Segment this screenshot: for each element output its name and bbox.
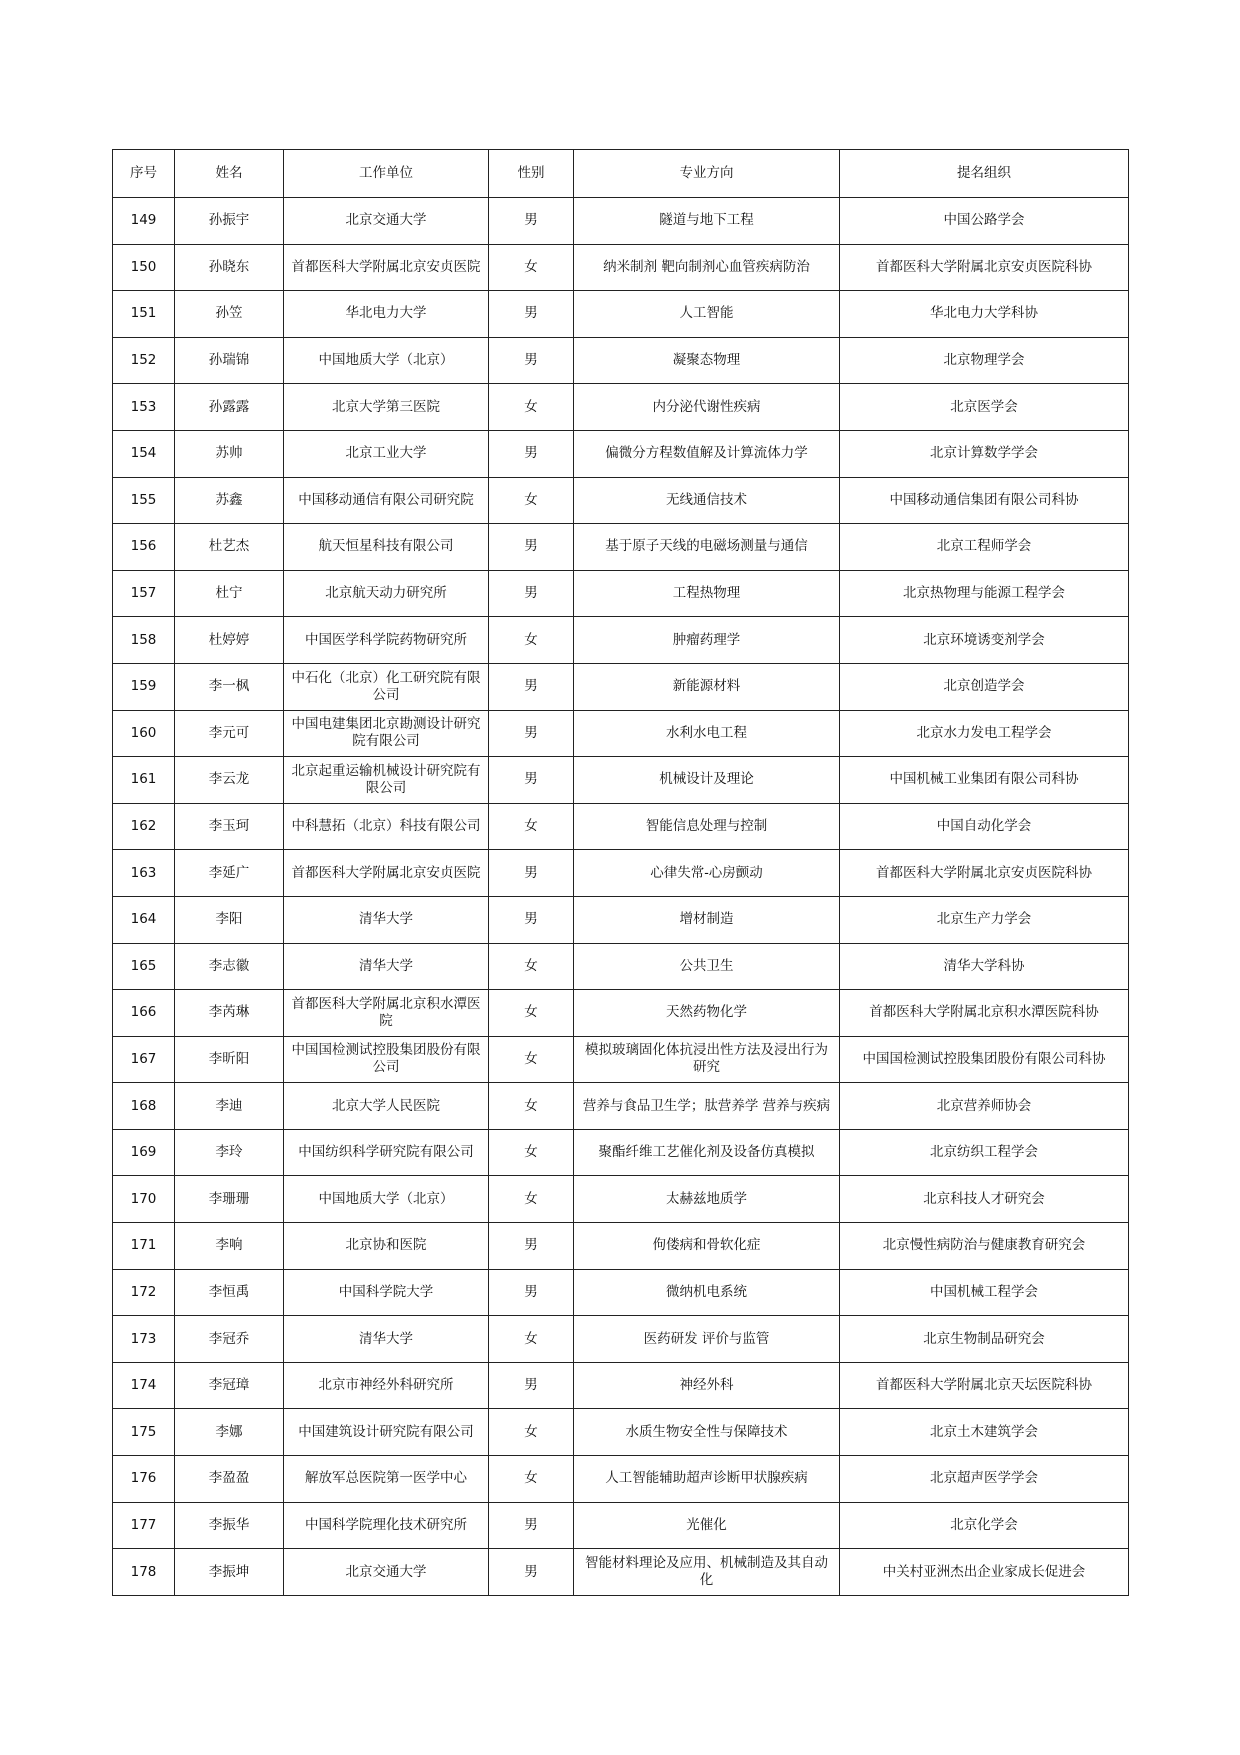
nominating-org-cell: 北京工程师学会 bbox=[840, 524, 1129, 571]
gender-cell: 男 bbox=[489, 663, 574, 710]
specialty-cell: 隧道与地下工程 bbox=[574, 198, 840, 245]
table-row bbox=[113, 803, 1129, 850]
work-unit-cell: 中国地质大学（北京） bbox=[284, 1176, 489, 1223]
name-cell: 杜艺杰 bbox=[175, 524, 284, 571]
work-unit-cell: 华北电力大学 bbox=[284, 291, 489, 338]
specialty-cell: 智能信息处理与控制 bbox=[574, 803, 840, 850]
work-unit-cell: 中国地质大学（北京） bbox=[284, 337, 489, 384]
gender-cell: 女 bbox=[489, 244, 574, 291]
name-cell: 李一枫 bbox=[175, 663, 284, 710]
header-gender: 性别 bbox=[489, 150, 574, 198]
nominating-org-cell: 北京环境诱变剂学会 bbox=[840, 617, 1129, 664]
work-unit-cell: 北京交通大学 bbox=[284, 198, 489, 245]
gender-cell: 男 bbox=[489, 1223, 574, 1270]
table-row bbox=[113, 1223, 1129, 1270]
nominating-org-cell: 北京热物理与能源工程学会 bbox=[840, 570, 1129, 617]
serial-number-cell: 160 bbox=[113, 710, 175, 757]
specialty-cell: 水质生物安全性与保障技术 bbox=[574, 1409, 840, 1456]
name-cell: 李珊珊 bbox=[175, 1176, 284, 1223]
nominating-org-cell: 中国公路学会 bbox=[840, 198, 1129, 245]
header-name: 姓名 bbox=[175, 150, 284, 198]
gender-cell: 女 bbox=[489, 1083, 574, 1130]
work-unit-cell: 北京协和医院 bbox=[284, 1223, 489, 1270]
gender-cell: 男 bbox=[489, 1269, 574, 1316]
name-cell: 李振坤 bbox=[175, 1549, 284, 1596]
work-unit-cell: 中石化（北京）化工研究院有限公司 bbox=[284, 663, 489, 710]
name-cell: 李迪 bbox=[175, 1083, 284, 1130]
gender-cell: 男 bbox=[489, 1362, 574, 1409]
work-unit-cell: 中国建筑设计研究院有限公司 bbox=[284, 1409, 489, 1456]
table-row bbox=[113, 1456, 1129, 1503]
specialty-cell: 工程热物理 bbox=[574, 570, 840, 617]
work-unit-cell: 中国科学院理化技术研究所 bbox=[284, 1502, 489, 1549]
serial-number-cell: 151 bbox=[113, 291, 175, 338]
nominating-org-cell: 北京营养师协会 bbox=[840, 1083, 1129, 1130]
table-row bbox=[113, 244, 1129, 291]
nominating-org-cell: 首都医科大学附属北京积水潭医院科协 bbox=[840, 990, 1129, 1037]
work-unit-cell: 航天恒星科技有限公司 bbox=[284, 524, 489, 571]
nominating-org-cell: 北京创造学会 bbox=[840, 663, 1129, 710]
gender-cell: 男 bbox=[489, 430, 574, 477]
specialty-cell: 微纳机电系统 bbox=[574, 1269, 840, 1316]
table-row bbox=[113, 1129, 1129, 1176]
nominating-org-cell: 北京计算数学学会 bbox=[840, 430, 1129, 477]
name-cell: 孙晓东 bbox=[175, 244, 284, 291]
work-unit-cell: 北京航天动力研究所 bbox=[284, 570, 489, 617]
nominating-org-cell: 中国国检测试控股集团股份有限公司科协 bbox=[840, 1036, 1129, 1083]
specialty-cell: 模拟玻璃固化体抗浸出性方法及浸出行为研究 bbox=[574, 1036, 840, 1083]
specialty-cell: 机械设计及理论 bbox=[574, 757, 840, 804]
specialty-cell: 聚酯纤维工艺催化剂及设备仿真模拟 bbox=[574, 1129, 840, 1176]
nominating-org-cell: 北京慢性病防治与健康教育研究会 bbox=[840, 1223, 1129, 1270]
work-unit-cell: 北京起重运输机械设计研究院有限公司 bbox=[284, 757, 489, 804]
work-unit-cell: 中科慧拓（北京）科技有限公司 bbox=[284, 803, 489, 850]
name-cell: 李玉珂 bbox=[175, 803, 284, 850]
work-unit-cell: 中国电建集团北京勘测设计研究院有限公司 bbox=[284, 710, 489, 757]
specialty-cell: 营养与食品卫生学；肽营养学 营养与疾病 bbox=[574, 1083, 840, 1130]
gender-cell: 女 bbox=[489, 803, 574, 850]
name-cell: 孙露露 bbox=[175, 384, 284, 431]
work-unit-cell: 中国医学科学院药物研究所 bbox=[284, 617, 489, 664]
nominating-org-cell: 首都医科大学附属北京天坛医院科协 bbox=[840, 1362, 1129, 1409]
serial-number-cell: 165 bbox=[113, 943, 175, 990]
table-row bbox=[113, 896, 1129, 943]
table-row bbox=[113, 1036, 1129, 1083]
serial-number-cell: 158 bbox=[113, 617, 175, 664]
serial-number-cell: 163 bbox=[113, 850, 175, 897]
table-row bbox=[113, 477, 1129, 524]
name-cell: 李振华 bbox=[175, 1502, 284, 1549]
serial-number-cell: 157 bbox=[113, 570, 175, 617]
serial-number-cell: 156 bbox=[113, 524, 175, 571]
serial-number-cell: 164 bbox=[113, 896, 175, 943]
gender-cell: 女 bbox=[489, 617, 574, 664]
specialty-cell: 佝偻病和骨软化症 bbox=[574, 1223, 840, 1270]
gender-cell: 女 bbox=[489, 477, 574, 524]
work-unit-cell: 清华大学 bbox=[284, 896, 489, 943]
name-cell: 李冠乔 bbox=[175, 1316, 284, 1363]
table-row bbox=[113, 617, 1129, 664]
name-cell: 李娜 bbox=[175, 1409, 284, 1456]
specialty-cell: 增材制造 bbox=[574, 896, 840, 943]
nominee-table bbox=[112, 149, 1129, 1596]
gender-cell: 女 bbox=[489, 1456, 574, 1503]
nominating-org-cell: 北京纺织工程学会 bbox=[840, 1129, 1129, 1176]
table-row bbox=[113, 710, 1129, 757]
gender-cell: 女 bbox=[489, 1129, 574, 1176]
specialty-cell: 天然药物化学 bbox=[574, 990, 840, 1037]
specialty-cell: 肿瘤药理学 bbox=[574, 617, 840, 664]
serial-number-cell: 169 bbox=[113, 1129, 175, 1176]
specialty-cell: 内分泌代谢性疾病 bbox=[574, 384, 840, 431]
specialty-cell: 公共卫生 bbox=[574, 943, 840, 990]
gender-cell: 男 bbox=[489, 1549, 574, 1596]
gender-cell: 男 bbox=[489, 337, 574, 384]
serial-number-cell: 155 bbox=[113, 477, 175, 524]
nominating-org-cell: 北京医学会 bbox=[840, 384, 1129, 431]
nominating-org-cell: 清华大学科协 bbox=[840, 943, 1129, 990]
work-unit-cell: 首都医科大学附属北京安贞医院 bbox=[284, 850, 489, 897]
serial-number-cell: 152 bbox=[113, 337, 175, 384]
work-unit-cell: 北京交通大学 bbox=[284, 1549, 489, 1596]
work-unit-cell: 北京工业大学 bbox=[284, 430, 489, 477]
work-unit-cell: 解放军总医院第一医学中心 bbox=[284, 1456, 489, 1503]
work-unit-cell: 首都医科大学附属北京积水潭医院 bbox=[284, 990, 489, 1037]
table-row bbox=[113, 1269, 1129, 1316]
serial-number-cell: 177 bbox=[113, 1502, 175, 1549]
header-nominating-org: 提名组织 bbox=[840, 150, 1129, 198]
nominating-org-cell: 中国机械工业集团有限公司科协 bbox=[840, 757, 1129, 804]
specialty-cell: 纳米制剂 靶向制剂心血管疾病防治 bbox=[574, 244, 840, 291]
serial-number-cell: 149 bbox=[113, 198, 175, 245]
name-cell: 孙笠 bbox=[175, 291, 284, 338]
nominating-org-cell: 北京科技人才研究会 bbox=[840, 1176, 1129, 1223]
nominating-org-cell: 北京化学会 bbox=[840, 1502, 1129, 1549]
table-row bbox=[113, 1409, 1129, 1456]
gender-cell: 男 bbox=[489, 710, 574, 757]
name-cell: 李云龙 bbox=[175, 757, 284, 804]
name-cell: 孙瑞锦 bbox=[175, 337, 284, 384]
header-specialty: 专业方向 bbox=[574, 150, 840, 198]
name-cell: 李恒禹 bbox=[175, 1269, 284, 1316]
name-cell: 李芮琳 bbox=[175, 990, 284, 1037]
table-row bbox=[113, 757, 1129, 804]
nominating-org-cell: 中国移动通信集团有限公司科协 bbox=[840, 477, 1129, 524]
nominating-org-cell: 北京物理学会 bbox=[840, 337, 1129, 384]
work-unit-cell: 北京大学人民医院 bbox=[284, 1083, 489, 1130]
specialty-cell: 水利水电工程 bbox=[574, 710, 840, 757]
name-cell: 孙振宇 bbox=[175, 198, 284, 245]
gender-cell: 男 bbox=[489, 524, 574, 571]
table-row bbox=[113, 384, 1129, 431]
gender-cell: 男 bbox=[489, 1502, 574, 1549]
serial-number-cell: 161 bbox=[113, 757, 175, 804]
gender-cell: 男 bbox=[489, 757, 574, 804]
nominating-org-cell: 中国自动化学会 bbox=[840, 803, 1129, 850]
gender-cell: 男 bbox=[489, 850, 574, 897]
nominating-org-cell: 北京土木建筑学会 bbox=[840, 1409, 1129, 1456]
specialty-cell: 光催化 bbox=[574, 1502, 840, 1549]
table-row bbox=[113, 1502, 1129, 1549]
gender-cell: 男 bbox=[489, 570, 574, 617]
gender-cell: 女 bbox=[489, 990, 574, 1037]
work-unit-cell: 中国科学院大学 bbox=[284, 1269, 489, 1316]
name-cell: 李响 bbox=[175, 1223, 284, 1270]
name-cell: 苏鑫 bbox=[175, 477, 284, 524]
serial-number-cell: 175 bbox=[113, 1409, 175, 1456]
serial-number-cell: 167 bbox=[113, 1036, 175, 1083]
name-cell: 杜宁 bbox=[175, 570, 284, 617]
gender-cell: 女 bbox=[489, 1176, 574, 1223]
header-row bbox=[113, 150, 1129, 198]
table-row bbox=[113, 1083, 1129, 1130]
gender-cell: 男 bbox=[489, 198, 574, 245]
serial-number-cell: 170 bbox=[113, 1176, 175, 1223]
name-cell: 李冠璋 bbox=[175, 1362, 284, 1409]
specialty-cell: 无线通信技术 bbox=[574, 477, 840, 524]
gender-cell: 女 bbox=[489, 1036, 574, 1083]
table-row bbox=[113, 1362, 1129, 1409]
serial-number-cell: 178 bbox=[113, 1549, 175, 1596]
table-row bbox=[113, 570, 1129, 617]
specialty-cell: 偏微分方程数值解及计算流体力学 bbox=[574, 430, 840, 477]
name-cell: 苏帅 bbox=[175, 430, 284, 477]
gender-cell: 女 bbox=[489, 1316, 574, 1363]
work-unit-cell: 清华大学 bbox=[284, 1316, 489, 1363]
serial-number-cell: 162 bbox=[113, 803, 175, 850]
nominating-org-cell: 首都医科大学附属北京安贞医院科协 bbox=[840, 244, 1129, 291]
nominating-org-cell: 北京生物制品研究会 bbox=[840, 1316, 1129, 1363]
gender-cell: 男 bbox=[489, 896, 574, 943]
specialty-cell: 人工智能辅助超声诊断甲状腺疾病 bbox=[574, 1456, 840, 1503]
serial-number-cell: 159 bbox=[113, 663, 175, 710]
specialty-cell: 心律失常-心房颤动 bbox=[574, 850, 840, 897]
specialty-cell: 人工智能 bbox=[574, 291, 840, 338]
table-body bbox=[113, 198, 1129, 1596]
work-unit-cell: 首都医科大学附属北京安贞医院 bbox=[284, 244, 489, 291]
work-unit-cell: 北京大学第三医院 bbox=[284, 384, 489, 431]
specialty-cell: 基于原子天线的电磁场测量与通信 bbox=[574, 524, 840, 571]
name-cell: 李志徽 bbox=[175, 943, 284, 990]
serial-number-cell: 176 bbox=[113, 1456, 175, 1503]
name-cell: 李元可 bbox=[175, 710, 284, 757]
name-cell: 杜婷婷 bbox=[175, 617, 284, 664]
table-row bbox=[113, 990, 1129, 1037]
serial-number-cell: 174 bbox=[113, 1362, 175, 1409]
gender-cell: 女 bbox=[489, 1409, 574, 1456]
serial-number-cell: 166 bbox=[113, 990, 175, 1037]
serial-number-cell: 172 bbox=[113, 1269, 175, 1316]
table-row bbox=[113, 1176, 1129, 1223]
nominating-org-cell: 北京水力发电工程学会 bbox=[840, 710, 1129, 757]
name-cell: 李昕阳 bbox=[175, 1036, 284, 1083]
nominating-org-cell: 中关村亚洲杰出企业家成长促进会 bbox=[840, 1549, 1129, 1596]
table-row bbox=[113, 1549, 1129, 1596]
table-header bbox=[113, 150, 1129, 198]
work-unit-cell: 中国纺织科学研究院有限公司 bbox=[284, 1129, 489, 1176]
header-work-unit: 工作单位 bbox=[284, 150, 489, 198]
table-row bbox=[113, 291, 1129, 338]
name-cell: 李玲 bbox=[175, 1129, 284, 1176]
serial-number-cell: 171 bbox=[113, 1223, 175, 1270]
gender-cell: 女 bbox=[489, 384, 574, 431]
specialty-cell: 太赫兹地质学 bbox=[574, 1176, 840, 1223]
name-cell: 李延广 bbox=[175, 850, 284, 897]
table-row bbox=[113, 337, 1129, 384]
nominating-org-cell: 首都医科大学附属北京安贞医院科协 bbox=[840, 850, 1129, 897]
gender-cell: 男 bbox=[489, 291, 574, 338]
table-row bbox=[113, 850, 1129, 897]
table-row bbox=[113, 430, 1129, 477]
nominating-org-cell: 北京超声医学学会 bbox=[840, 1456, 1129, 1503]
serial-number-cell: 173 bbox=[113, 1316, 175, 1363]
table-row bbox=[113, 524, 1129, 571]
specialty-cell: 智能材料理论及应用、机械制造及其自动化 bbox=[574, 1549, 840, 1596]
nominating-org-cell: 中国机械工程学会 bbox=[840, 1269, 1129, 1316]
name-cell: 李阳 bbox=[175, 896, 284, 943]
nominating-org-cell: 华北电力大学科协 bbox=[840, 291, 1129, 338]
specialty-cell: 新能源材料 bbox=[574, 663, 840, 710]
table-row bbox=[113, 943, 1129, 990]
serial-number-cell: 154 bbox=[113, 430, 175, 477]
serial-number-cell: 150 bbox=[113, 244, 175, 291]
specialty-cell: 医药研发 评价与监管 bbox=[574, 1316, 840, 1363]
gender-cell: 女 bbox=[489, 943, 574, 990]
specialty-cell: 凝聚态物理 bbox=[574, 337, 840, 384]
work-unit-cell: 中国移动通信有限公司研究院 bbox=[284, 477, 489, 524]
table-row bbox=[113, 198, 1129, 245]
serial-number-cell: 168 bbox=[113, 1083, 175, 1130]
specialty-cell: 神经外科 bbox=[574, 1362, 840, 1409]
header-serial-number: 序号 bbox=[113, 150, 175, 198]
work-unit-cell: 中国国检测试控股集团股份有限公司 bbox=[284, 1036, 489, 1083]
work-unit-cell: 北京市神经外科研究所 bbox=[284, 1362, 489, 1409]
serial-number-cell: 153 bbox=[113, 384, 175, 431]
work-unit-cell: 清华大学 bbox=[284, 943, 489, 990]
table-row bbox=[113, 663, 1129, 710]
name-cell: 李盈盈 bbox=[175, 1456, 284, 1503]
table-row bbox=[113, 1316, 1129, 1363]
nominating-org-cell: 北京生产力学会 bbox=[840, 896, 1129, 943]
